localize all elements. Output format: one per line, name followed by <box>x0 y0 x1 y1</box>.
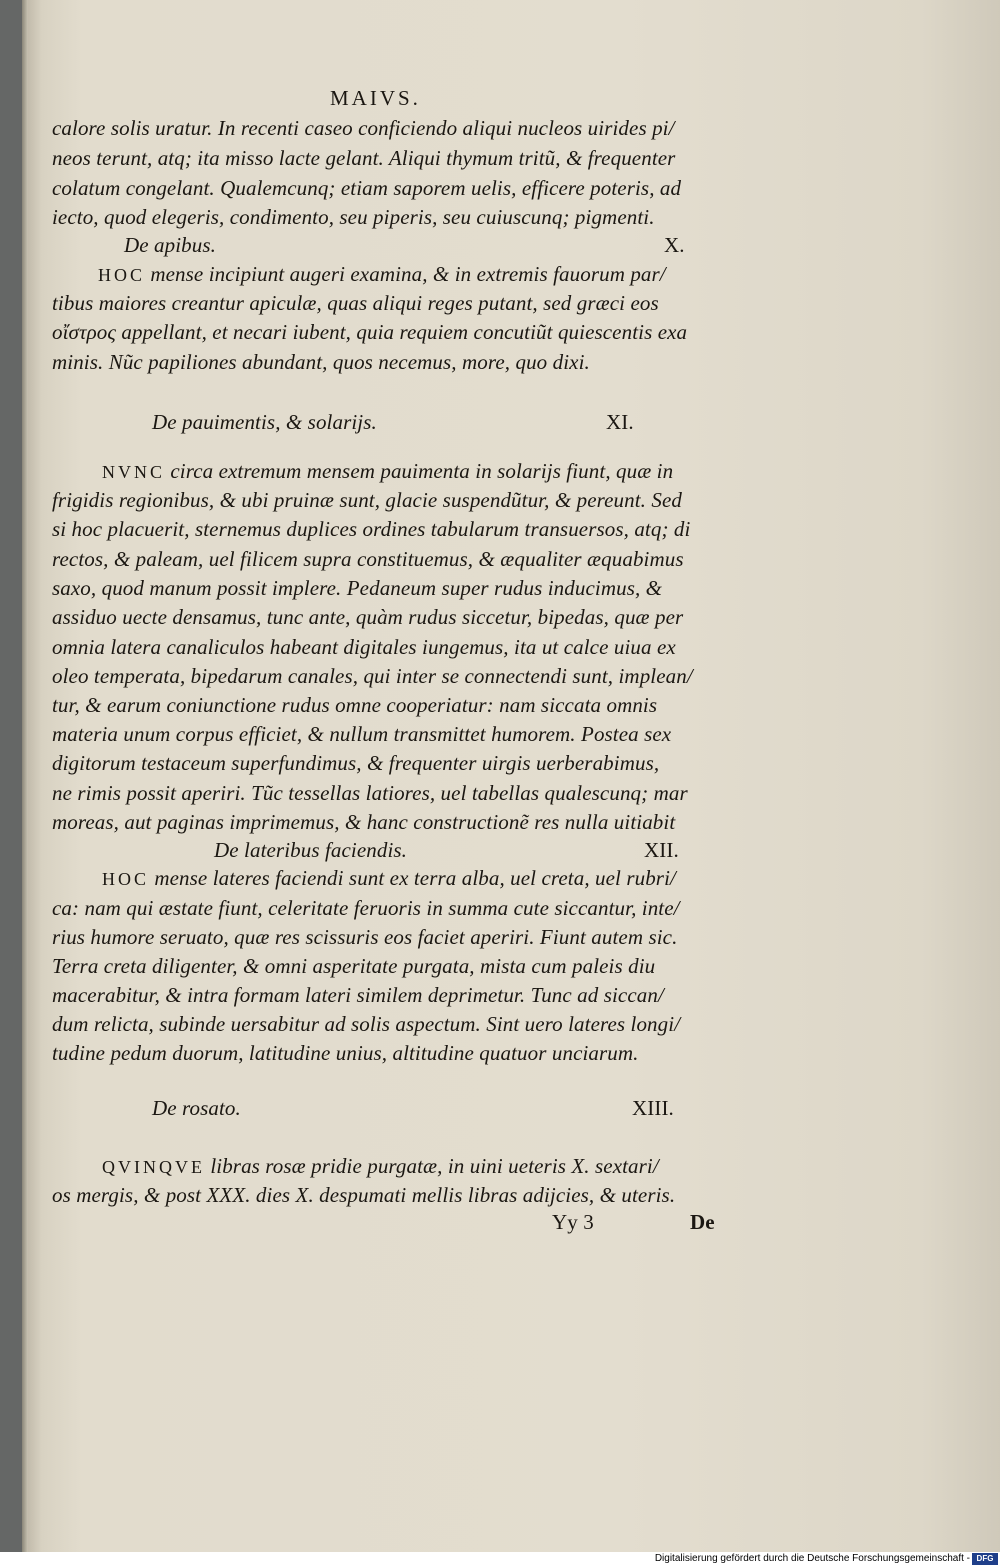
text-fragment: circa extremum mensem pauimenta in solarijs fiunt, quæ in <box>165 459 674 483</box>
section-initial-word: HOC <box>102 869 150 889</box>
text-line: macerabitur, & intra formam lateri similem deprimetur. Tunc ad siccan/ <box>52 983 664 1007</box>
text-line: Terra creta diligenter, & omni asperitate purgata, mista cum paleis diu <box>52 954 656 978</box>
text-line: colatum congelant. Qualemcunq; etiam saporem uelis, efficere poteris, ad <box>52 176 682 200</box>
section-title: De apibus. <box>124 233 216 257</box>
text-line: si hoc placuerit, sternemus duplices ordines tabularum transuersos, atq; di <box>52 517 691 541</box>
text-line: calore solis uratur. In recenti caseo conficiendo aliqui nucleos uirides pi/ <box>52 116 675 140</box>
catchword: De <box>690 1210 715 1234</box>
section-number: XI. <box>606 410 634 434</box>
text-line: assiduo uecte densamus, tunc ante, quàm rudus siccetur, bipedas, quæ per <box>52 605 684 629</box>
text-line <box>102 459 673 484</box>
text-line: materia unum corpus efficiet, & nullum transmittet humorem. Postea sex <box>52 722 672 746</box>
text-line: dum relicta, subinde uersabitur ad solis aspectum. Sint uero lateres longi/ <box>52 1012 681 1036</box>
footer-credit: Digitalisierung gefördert durch die Deutsche Forschungsgemeinschaft - <box>654 1553 970 1564</box>
text-line: iecto, quod elegeris, condimento, seu piperis, seu cuiuscunq; pigmenti. <box>52 205 655 229</box>
text-line: neos terunt, atq; ita misso lacte gelant. Aliqui thymum tritũ, & frequenter <box>52 146 676 170</box>
text-line: ne rimis possit aperiri. Tũc tessellas latiores, uel tabellas qualescunq; mar <box>52 781 688 805</box>
text-line: minis. Nũc papiliones abundant, quos necemus, more, quo dixi. <box>52 350 590 374</box>
text-line: tur, & earum coniunctione rudus omne cooperiatur: nam siccata omnis <box>52 693 658 717</box>
section-title: De pauimentis, & solarijs. <box>152 410 377 434</box>
text-line: οἴστρος appellant, et necari iubent, quia requiem concutiũt quiescentis exa <box>52 320 688 344</box>
text-fragment: mense incipiunt augeri examina, & in extremis fauorum par/ <box>145 262 666 286</box>
dfg-logo: DFG <box>972 1553 998 1565</box>
text-line: moreas, aut paginas imprimemus, & hanc constructionẽ res nulla uitiabit <box>52 810 676 834</box>
section-title: De lateribus faciendis. <box>214 838 408 862</box>
section-number: X. <box>664 233 685 257</box>
text-line: tibus maiores creantur apiculæ, quas aliqui reges putant, sed græci eos <box>52 291 659 315</box>
section-initial-word: QVINQVE <box>102 1157 205 1177</box>
text-line: saxo, quod manum possit implere. Pedaneum super rudus inducimus, & <box>52 576 663 600</box>
text-line: oleo temperata, bipedarum canales, qui inter se connectendi sunt, implean/ <box>52 664 693 688</box>
page-gutter <box>22 0 28 1552</box>
section-initial-word: NVNC <box>102 462 166 482</box>
text-line: rius humore seruato, quæ res scissuris eos faciet aperiri. Fiunt autem sic. <box>52 925 678 949</box>
text-line: omnia latera canaliculos habeant digitales iungemus, ita ut calce uiua ex <box>52 635 676 659</box>
section-initial-word: HOC <box>98 265 146 285</box>
text-fragment: mense lateres faciendi sunt ex terra alba, uel creta, uel rubri/ <box>149 866 676 890</box>
section-number: XII. <box>644 838 679 862</box>
signature-mark: Yy 3 <box>552 1210 594 1234</box>
section-number: XIII. <box>632 1096 674 1120</box>
running-head: MAIVS. <box>330 86 421 110</box>
text-line: frigidis regionibus, & ubi pruinæ sunt, glacie suspendũtur, & pereunt. Sed <box>52 488 683 512</box>
text-line <box>102 1154 659 1179</box>
text-line: rectos, & paleam, uel filicem supra constituemus, & æqualiter æquabimus <box>52 547 684 571</box>
text-line: digitorum testaceum superfundimus, & frequenter uirgis uerberabimus, <box>52 751 660 775</box>
section-title: De rosato. <box>152 1096 241 1120</box>
text-line <box>102 866 676 891</box>
text-line: tudine pedum duorum, latitudine unius, altitudine quatuor unciarum. <box>52 1041 639 1065</box>
text-line: os mergis, & post XXX. dies X. despumati mellis libras adijcies, & uteris. <box>52 1183 676 1207</box>
text-line <box>98 262 666 287</box>
text-fragment: libras rosæ pridie purgatæ, in uini ueteris X. sextari/ <box>204 1154 659 1178</box>
text-line: ca: nam qui æstate fiunt, celeritate feruoris in summa cute siccantur, inte/ <box>52 896 680 920</box>
